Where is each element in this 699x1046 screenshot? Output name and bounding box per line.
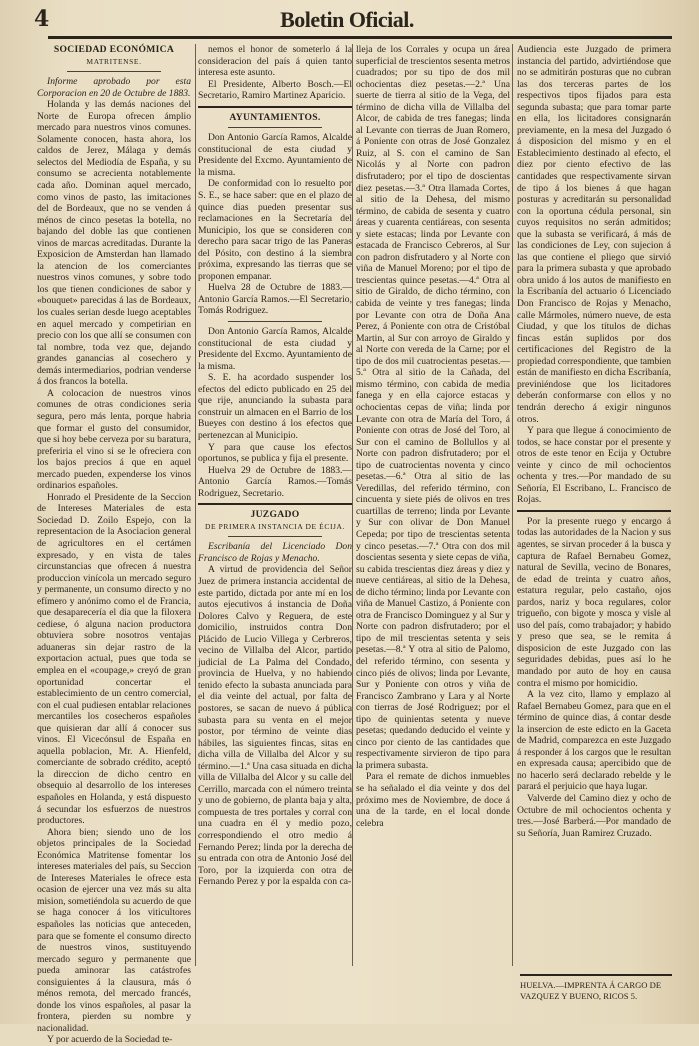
- section-heading: AYUNTAMIENTOS.: [229, 111, 321, 123]
- intro-line: Escribanía del Licenciado Don Francisco de Rojas y Menacho.: [198, 541, 352, 564]
- paragraph: Don Antonio García Ramos, Alcalde constitucional de esta ciudad y Presidente del Excmo. Ayuntamiento de la misma.: [198, 326, 352, 372]
- section-subheading: DE PRIMERA INSTANCIA DE ÉCIJA.: [204, 521, 346, 531]
- paragraph: Valverde del Camino diez y ocho de Octubre de mil ochocientos ochenta y tres.—José Barberá.—Por mandado de su Señoría, Juan Ramirez Cruzado.: [517, 793, 671, 839]
- paragraph: Y para que llegue á conocimiento de todos, se hace constar por el presente y otros de este tenor en Ecija y Octubre veinte y cinco de mil ochocientos ochenta y tres.—Por mandado de su Señoría, El Escribano, L. Francisco de Rojas.: [517, 425, 671, 506]
- divider: [517, 510, 671, 512]
- section-heading: SOCIEDAD ECONÓMICA: [53, 44, 175, 55]
- header-rule: [48, 36, 672, 39]
- column-2: [198, 44, 352, 974]
- paragraph: Audiencia este Juzgado de primera instancia del partido, advirtiéndose que no se admitirán posturas que no cubran las dos terceras partes de los respectivos tipos fijados para esta segunda subasta; que para tomar parte en ella, los licitadores consignarán previamente, en la mesa del Juzgado ó á disposicion del mismo y en el Establecimiento destinado al efecto, el diez por ciento efectivo de las cantidades que respectivamente sirvan de tipo á los bienes á que hagan posturas y acreditarán su personalidad con la oportuna cédula personal, sin cuyos requisitos no serán admitidos; que la subasta se verificará, á más de las condiciones de Ley, con sujecion á las que contiene el pliego que sirvió para la primera subasta y que aprobado obra unido á los autos de manifiesto en la Escribanía del actuario ó Licenciado Don Francisco de Rojas y Menacho, calle Mármoles, número nueve, de esta Ciudad, y que los títulos de dichas fincas están suplidos por dos certificaciones del Registro de la propiedad correspondiente, que tambien están de manifiesto en dicha Escribanía, previniéndose que los licitadores deberán conformarse con ellos y no tendrán derecho á exigir ningunos otros.: [517, 44, 671, 425]
- intro-line: Informe aprobado por esta Corporacion en 20 de Octubre de 1883.: [37, 76, 191, 99]
- page-header: [22, 6, 672, 34]
- page-number: 4: [34, 6, 50, 32]
- paragraph: A colocacion de nuestros vinos comunes de otras condiciones seria segura, pero más lenta, porque habria que formar el gusto del consumidor, que si hoy bebe cerveza por su baratura, preferiria el vino si se le ofreciera con los bajos precios á que en aquel mercado pueden, expenderse los vinos ordinarios españoles.: [37, 387, 191, 492]
- printer-imprint: [520, 974, 672, 1002]
- divider: [520, 974, 672, 976]
- section-heading: JUZGADO: [250, 509, 300, 521]
- column-divider: [195, 44, 196, 966]
- date-line: Huelva 29 de Octubre de 1883.—Antonio García Ramos.—Tomás Rodriguez, Secretario.: [198, 464, 352, 499]
- paragraph: Para el remate de dichos inmuebles se ha señalado el dia veinte y dos del próximo mes de Noviembre, de doce á una de la tarde, en el local donde celebra: [356, 771, 510, 829]
- paragraph: Y por acuerdo de la Sociedad te-: [47, 1034, 173, 1046]
- divider: [228, 536, 322, 537]
- column-3: [356, 44, 510, 974]
- paragraph: A virtud de providencia del Señor Juez de primera instancia accidental de este partido, dictada por ante mí en los autos ejecutivos á instancia de Doña Dolores Calvo y Reguera, de este domicilio, instruidos contra Don Plácido de Lucio Villega y Cerbreros, vecino de Villalba del Alcor, partido judicial de La Palma del Condado, provincia de Huelva, y no habiendo tenido efecto la subasta anunciada para el dia veinte del actual, por falta de postores, se sacan de nuevo á pública subasta para su venta en el mejor postor, por término de veinte dias hábiles, las siguientes fincas, sitas en dicha villa de Villalba del Alcor y su término.—1.ª Una casa situada en dicha villa de Villalba del Alcor y su calle del Cerrillo, marcada con el número treinta y uno de gobierno, de planta baja y alta, compuesta de tres portales y corral con una cuadra en él y medio pozo, correspondiendo el otro medio á Fernando Perez; linda por la derecha de su entrada con otra de Antonio José del Toro, por la izquierda con otra de Fernando Perez y por la espalda con ca-: [198, 564, 352, 888]
- date-line: Huelva 28 de Octubre de 1883.—Antonio García Ramos.—El Secretario, Tomás Rodriguez.: [198, 282, 352, 317]
- divider: [228, 127, 322, 128]
- imprint-text: HUELVA.—IMPRENTA Á CARGO DE VAZQUEZ Y BUENO, RICOS 5.: [520, 980, 662, 1001]
- section-subheading: MATRITENSE.: [86, 56, 142, 66]
- divider: [228, 321, 322, 322]
- paragraph: Don Antonio García Ramos, Alcalde constitucional de esta ciudad y Presidente del Excmo. Ayuntamiento de la misma.: [198, 132, 352, 178]
- paragraph: Holanda y las demás naciones del Norte de Europa ofrecen ámplio mercado para nuestros vinos comunes. Solamente conocen, hasta ahora, los caldos de Jerez, Málaga y demás selectos del Mediodía de España, y su consumo se acrecienta notablemente cada año. Dominan aquel mercado, como vinos de pasto, las imitaciones del de Bordeaux, que no se venden á ménos de cinco pesetas la botella, no bajando del doble las que contienen vinos de marcas acreditadas. Durante la Exposicion de Amsterdan han llamado la atencion de los comerciantes nuestros vinos comunes, y sobre todo los que tienen condiciones de sabor y «bouquet» parecidas á las de Bordeaux, los cuales serian desde luego aceptables en aquel mercado y competirian en precio con los que allí se consumen con tal nombre, toda vez que, dejando grandes ganancias al cosechero y demás intermediarios, podrian venderse á dos francos la botella.: [37, 99, 191, 388]
- column-divider: [352, 44, 353, 966]
- paragraph: Por la presente ruego y encargo á todas las autoridades de la Nacion y sus agentes, se sirvan proceder á la busca y captura de Rafael Bernabeu Gomez, natural de Sevilla, vecino de Bonares, de edad de treinta y cuatro años, estatura regular, pelo castaño, ojos pardos, nariz y boca regulares, color trigueño, con bigote y mosca y visle al uso del país, como trabajador; y habido y preso que sea, se le remita á disposicion de este Juzgado con las seguridades debidas, pues así lo he mandado por auto de hoy en causa contra el mismo por homicidio.: [517, 515, 671, 689]
- paragraph: Y para que cause los efectos oportunos, se publica y fija el presente.: [198, 441, 352, 465]
- paragraph: nemos el honor de someterlo á la consideracion del país á quien tanto interesa este asunto.: [198, 44, 352, 79]
- paragraph: A la vez cito, llamo y emplazo al Rafael Bernabeu Gomez, para que en el término de quince dias, á contar desde la insercion de este edicto en la Gaceta de Madrid, comparezca en este Juzgado á responder á los cargos que le resultan en expresada causa; apercibido que de no hacerlo será declarado rebelde y le parará el perjuicio que haya lugar.: [517, 689, 671, 793]
- paragraph: lleja de los Corrales y ocupa un área superficial de trescientos sesenta metros cuadrados; por su tipo de dos mil ochocientas diez pesetas.—2.ª Una suerte de tierra al sitio de la Vega, del término de dicha villa de Villalba del Alcor, de cabida de tres fanegas; linda al Levante con tierras de Juan Romero, á Poniente con otras de José Gonzalez Ruiz, al S. con el camino de San Nicolás y al Norte con padron disfrutadero; por el tipo de doscientas diez pesetas.—3.ª Otra llamada Cortes, al sitio de la Dehesa, del mismo término, de cabida de sesenta y cuatro áreas y cuarenta centiáreas, con sesenta y siete estacas; linda por Levante con estacada de Francisco Cebreros, al Sur con padron disfrutadero y al Norte con viña de Manuel Moreno; por el tipo de trescientas quince pesetas.—4.ª Otra al sitio de Giraldo, de dicho término, con cabida de veinte y tres fanegas; linda por Levante con otra de Doña Ana Perez, á Poniente con otra de Cristóbal Martin, al Sur con arroyo de Giraldo y al Norte con vereda de la Carne; por el tipo de dos mil cuatrocientas pesetas.—5.ª Otra al sitio de la Cañada, del mismo término, con cabida de media fanega y en ella cajorce estacas y ochocientas cepas de viña; linda por Levante con otra de María del Toro, á Poniente con otras de José del Toro, al Sur con el camino de Bollullos y al Norte con padron disfrutadero; por el tipo de cuatrocientas noventa y cinco pesetas.—6.ª Otra al sitio de las Veredillas, del referido término, con cincuenta y siete piés de olivos en tres cuartillas de terreno; linda por Levante y Sur con olivar de Don Manuel Cepeda; por tipo de trescientas setenta y cinco pesetas.—7.ª Otra con dos mil doscientas sesenta y siete cepas de viña, su cabida trescientas diez áreas y diez y nueve centiáreas, al sitio de la Dehesa, de dicho término; linda por Levante con viña de Manuel Castizo, á Poniente con otra de Francisco Dominguez y al Sur y Norte con padron disfrutadero; por el tipo de mil trescientas setenta y seis pesetas.—8.ª Y otra al sitio de Palomo, del referido término, con sesenta y cinco piés de olivos; linda por Levante, Sur y Poniente con otros y viña de Francisco Zambrano y Lara y al Norte con tierras de José Rodriguez; por el tipo de quinientas setenta y nueve pesetas; quedando deducido el veinte y cinco por ciento de las cantidades que respectivamente sirvieron de tipo para la primera subasta.: [356, 44, 510, 771]
- column-1: [37, 44, 191, 1046]
- paragraph: S. E. ha acordado suspender los efectos del edicto publicado en 25 del que rije, anunciando la subasta para construir un almacen en el Barrio de los Bueyes con destino á los efectos que pertenezcan al Municipio.: [198, 372, 352, 441]
- signature: El Presidente, Alberto Bosch.—El Secretario, Ramiro Martinez Aparicio.: [198, 78, 352, 102]
- paragraph: De conformidad con lo resuelto por S. E., se hace saber: que en el plazo de quince dias pueden presentar sus reclamaciones en la Secretaría del Municipio, los que se consideren con derecho para sacar trigo de las Paneras del Pósito, con destino á la siembra próxima, expresando las tierras que se proponen empanar.: [198, 178, 352, 282]
- divider: [198, 503, 352, 505]
- paragraph: Ahora bien; siendo uno de los objetos principales de la Sociedad Económica Matritense fomentar los intereses materiales del país, su Seccion de Intereses Materiales le ofrece esta ocasion de ejercer una vez más su alta mision, sometiéndola su acuerdo de que se haga conocer á los viticultores españoles las noticias que anteceden, para que se fomente el consumo directo de nuestros vinos, sustituyendo mercado seguro y permanente que pueda aminorar las catástrofes consiguientes á la clausura, más ó ménos remota, del mercado francés, donde los vinos españoles, al pasar la frontera, pierden su nombre y nacionalidad.: [37, 826, 191, 1034]
- column-4: [517, 44, 671, 966]
- column-divider: [512, 44, 513, 966]
- divider: [198, 106, 352, 108]
- paragraph: Honrado el Presidente de la Seccion de Intereses Materiales de esta Sociedad D. Zoilo Espejo, con la representacion de la Asociacion general de agricultores en el certámen expresado, y en vista de tales circunstancias que ofrecen á nuestra produccion vinícola un mercado seguro y permanente, un consumo directo y no efímero y anónimo como el de Francia, que desaparecería el dia que la filoxera cediese, ó alguna nacion productora obtuviera sobre nosotros ventajas aduaneras sin dejar rastro de la exportacion actual, pues que toda se emplea en el «coupage,» creyó de gran oportunidad concertar el establecimiento de un centro comercial, con el cual pudiesen entablar relaciones mercantiles los cosecheros españoles que quisieran dar allí á conocer sus vinos. El Vicecónsul de España en aquella poblacion, Mr. A. Hienfeld, comerciante de sobrado crédito, aceptó la direccion de dicho centro en obsequio al desarrollo de los intereses españoles en Holanda, y está dispuesto á secundar los esfuerzos de nuestros productores.: [37, 491, 191, 827]
- divider: [67, 71, 161, 72]
- page-title: Boletin Oficial.: [280, 7, 414, 32]
